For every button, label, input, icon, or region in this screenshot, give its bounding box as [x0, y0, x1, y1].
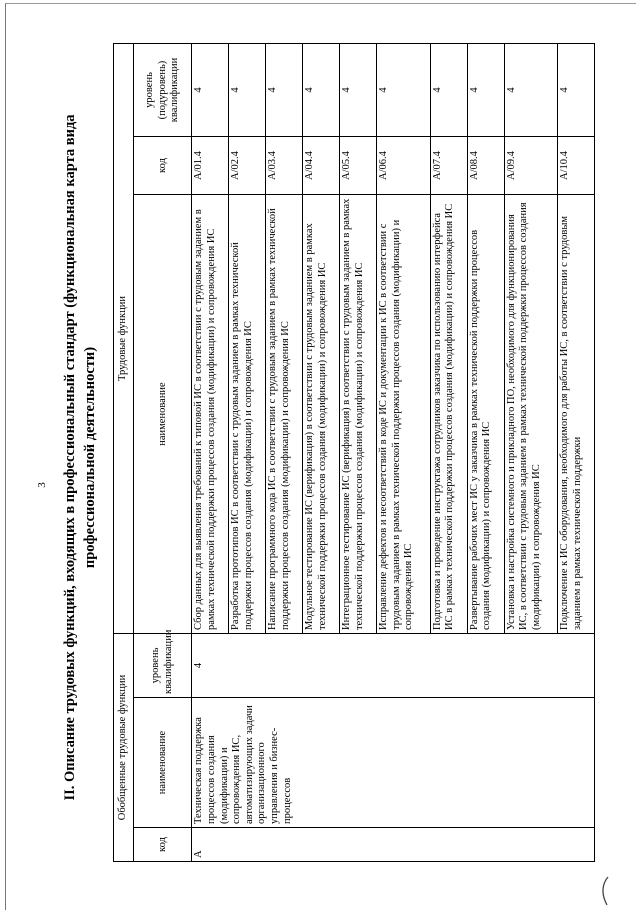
labor-functions-header: Трудовые функции	[114, 43, 134, 633]
column-header-row	[134, 43, 192, 861]
func-level-cell: 4	[229, 43, 266, 136]
func-name-cell: Установка и настройка системного и прикладного ПО, необходимого для функционирования ИС, в соответствии с трудовым заданием в рамках технической поддержки процессов создания (модификации) и сопровождения ИС	[504, 195, 557, 634]
func-level-cell: 4	[430, 43, 467, 136]
func-level-cell: 4	[303, 43, 340, 136]
col-func-code: код	[134, 137, 192, 195]
func-name-cell: Развертывание рабочих мест ИС у заказчика в рамках технической поддержки процессов создания (модификации) и сопровождения ИС	[467, 195, 504, 634]
heading-line-1: II. Описание трудовых функций, входящих в профессиональный стандарт (функциональная карта вида	[62, 114, 78, 801]
group-header-row	[114, 43, 134, 861]
page-number: 3	[36, 482, 48, 488]
functional-map-table	[113, 43, 595, 862]
func-code-cell: A/05.4	[340, 137, 377, 195]
func-name-cell: Подготовка и проведение инструктажа сотрудников заказчика по использованию интерфейса ИС в рамках технической поддержки процессов создания (модификации) и сопровождения ИС	[430, 195, 467, 634]
func-name-cell: Подключение к ИС оборудования, необходимого для работы ИС, в соответствии с трудовым заданием в рамках технической поддержки	[558, 195, 595, 634]
func-name-cell: Разработка прототипов ИС в соответствии с трудовым заданием в рамках технической поддержки процессов создания (модификации) и сопровождения ИС	[229, 195, 266, 634]
col-func-level: уровень (подуровень) квалификации	[134, 43, 192, 136]
col-gen-name: наименование	[134, 698, 192, 828]
gen-level-cell: 4	[192, 634, 595, 698]
func-level-cell: 4	[467, 43, 504, 136]
table-row	[192, 43, 229, 861]
func-code-cell: A/02.4	[229, 137, 266, 195]
section-heading	[60, 40, 100, 875]
func-level-cell: 4	[266, 43, 303, 136]
func-code-cell: A/07.4	[430, 137, 467, 195]
func-code-cell: A/01.4	[192, 137, 229, 195]
heading-line-2: профессиональной деятельности)	[82, 346, 98, 569]
col-gen-level: уровень квалификации	[134, 634, 192, 698]
func-level-cell: 4	[192, 43, 229, 136]
func-code-cell: A/04.4	[303, 137, 340, 195]
func-level-cell: 4	[340, 43, 377, 136]
col-func-name: наименование	[134, 195, 192, 634]
func-code-cell: A/08.4	[467, 137, 504, 195]
func-name-cell: Модульное тестирование ИС (верификация) в соответствии с трудовым заданием в рамках технической поддержки процессов создания (модификации) и сопровождения ИС	[303, 195, 340, 634]
func-level-cell: 4	[504, 43, 557, 136]
pen-mark	[598, 876, 616, 906]
func-name-cell: Сбор данных для выявления требований к типовой ИС в соответствии с трудовым заданием в рамках технической поддержки процессов создания (модификации) и сопровождения ИС	[192, 195, 229, 634]
gen-name-cell: Техническая поддержка процессов создания (модификации) и сопровождения ИС, автоматизирующих задачи организационного управления и бизнес-процессов	[192, 698, 595, 828]
func-level-cell: 4	[377, 43, 430, 136]
generalized-functions-header: Обобщенные трудовые функции	[114, 634, 134, 862]
func-level-cell: 4	[558, 43, 595, 136]
func-code-cell: A/06.4	[377, 137, 430, 195]
func-name-cell: Написание программного кода ИС в соответствии с трудовым заданием в рамках технической поддержки процессов создания (модификации) и сопровождения ИС	[266, 195, 303, 634]
func-code-cell: A/10.4	[558, 137, 595, 195]
func-code-cell: A/03.4	[266, 137, 303, 195]
func-name-cell: Исправление дефектов и несоответствий в коде ИС и документации к ИС в соответствии с трудовым заданием в рамках технической поддержки процессов создания (модификации) и сопровождения ИС	[377, 195, 430, 634]
func-name-cell: Интеграционное тестирование ИС (верификация) в соответствии с трудовым заданием в рамках технической поддержки процессов создания (модификации) и сопровождения ИС	[340, 195, 377, 634]
col-gen-code: код	[134, 828, 192, 862]
gen-code-cell: А	[192, 828, 595, 862]
func-code-cell: A/09.4	[504, 137, 557, 195]
